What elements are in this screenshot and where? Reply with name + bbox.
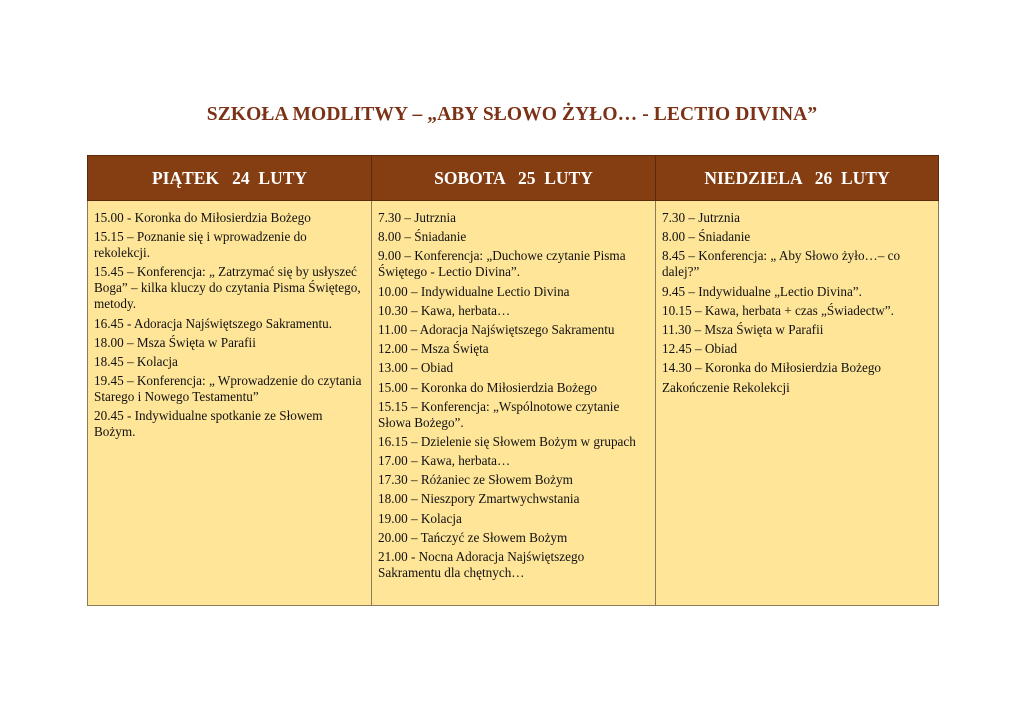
day-header-sunday: NIEDZIELA 26 LUTY <box>656 156 939 201</box>
agenda-item: 15.45 – Konferencja: „ Zatrzymać się by usłyszeć Boga” – kilka kluczy do czytania Pisma Świętego, metody. <box>94 264 361 312</box>
agenda-item: 11.30 – Msza Święta w Parafii <box>662 321 824 337</box>
agenda-item: 10.30 – Kawa, herbata… <box>378 302 511 318</box>
agenda-item: 19.00 – Kolacja <box>378 510 462 526</box>
agenda-item: Zakończenie Rekolekcji <box>662 379 790 395</box>
day-header-saturday: SOBOTA 25 LUTY <box>372 156 656 201</box>
agenda-item: 16.15 – Dzielenie się Słowem Bożym w grupach <box>378 433 636 449</box>
agenda-item: 18.00 – Msza Święta w Parafii <box>94 334 256 350</box>
agenda-item: 15.15 – Poznanie się i wprowadzenie do rekolekcji. <box>94 229 307 261</box>
day-column-saturday <box>372 201 656 606</box>
agenda-item: 17.00 – Kawa, herbata… <box>378 453 511 469</box>
agenda-item: 20.00 – Tańczyć ze Słowem Bożym <box>378 529 568 545</box>
agenda-item: 9.00 – Konferencja: „Duchowe czytanie Pisma Świętego - Lectio Divina”. <box>378 248 626 280</box>
schedule-table <box>87 155 939 606</box>
schedule-row <box>88 201 939 606</box>
agenda-item: 10.00 – Indywidualne Lectio Divina <box>378 283 570 299</box>
agenda-item: 15.00 - Koronka do Miłosierdzia Bożego <box>94 210 311 225</box>
day-column-sunday <box>656 201 939 606</box>
agenda-item: 15.15 – Konferencja: „Wspólnotowe czytanie Słowa Bożego”. <box>378 398 620 430</box>
agenda-item: 12.00 – Msza Święta <box>378 341 489 357</box>
header-row <box>88 156 939 201</box>
agenda-item: 16.45 - Adoracja Najświętszego Sakramentu. <box>94 315 333 331</box>
agenda-item: 7.30 – Jutrznia <box>662 210 741 225</box>
agenda-item: 17.30 – Różaniec ze Słowem Bożym <box>378 472 573 488</box>
day-column-friday <box>88 201 372 606</box>
agenda-item: 18.45 – Kolacja <box>94 353 178 369</box>
day-header-friday: PIĄTEK 24 LUTY <box>88 156 372 201</box>
agenda-item: 8.45 – Konferencja: „ Aby Słowo żyło…– co dalej?” <box>662 248 901 280</box>
agenda-item: 18.00 – Nieszpory Zmartwychwstania <box>378 491 580 507</box>
agenda-item: 11.00 – Adoracja Najświętszego Sakramentu <box>378 321 615 337</box>
page-title: SZKOŁA MODLITWY – „ABY SŁOWO ŻYŁO… - LECTIO DIVINA” <box>206 104 818 125</box>
agenda-list <box>662 210 932 396</box>
agenda-item: 15.00 – Koronka do Miłosierdzia Bożego <box>378 379 598 395</box>
agenda-item: 13.00 – Obiad <box>378 360 454 376</box>
agenda-item: 12.45 – Obiad <box>662 341 738 357</box>
agenda-item: 8.00 – Śniadanie <box>378 229 467 245</box>
agenda-item: 20.45 - Indywidualne spotkanie ze Słowem Bożym. <box>94 408 323 440</box>
agenda-item: 7.30 – Jutrznia <box>378 210 457 225</box>
agenda-list <box>94 210 365 440</box>
agenda-item: 9.45 – Indywidualne „Lectio Divina”. <box>662 283 862 299</box>
agenda-item: 21.00 - Nocna Adoracja Najświętszego Sakramentu dla chętnych… <box>378 549 585 580</box>
agenda-list <box>378 210 649 581</box>
agenda-item: 10.15 – Kawa, herbata + czas „Świadectw”. <box>662 302 894 318</box>
agenda-item: 19.45 – Konferencja: „ Wprowadzenie do czytania Starego i Nowego Testamentu” <box>94 373 362 405</box>
agenda-item: 8.00 – Śniadanie <box>662 229 751 245</box>
agenda-item: 14.30 – Koronka do Miłosierdzia Bożego <box>662 360 882 376</box>
